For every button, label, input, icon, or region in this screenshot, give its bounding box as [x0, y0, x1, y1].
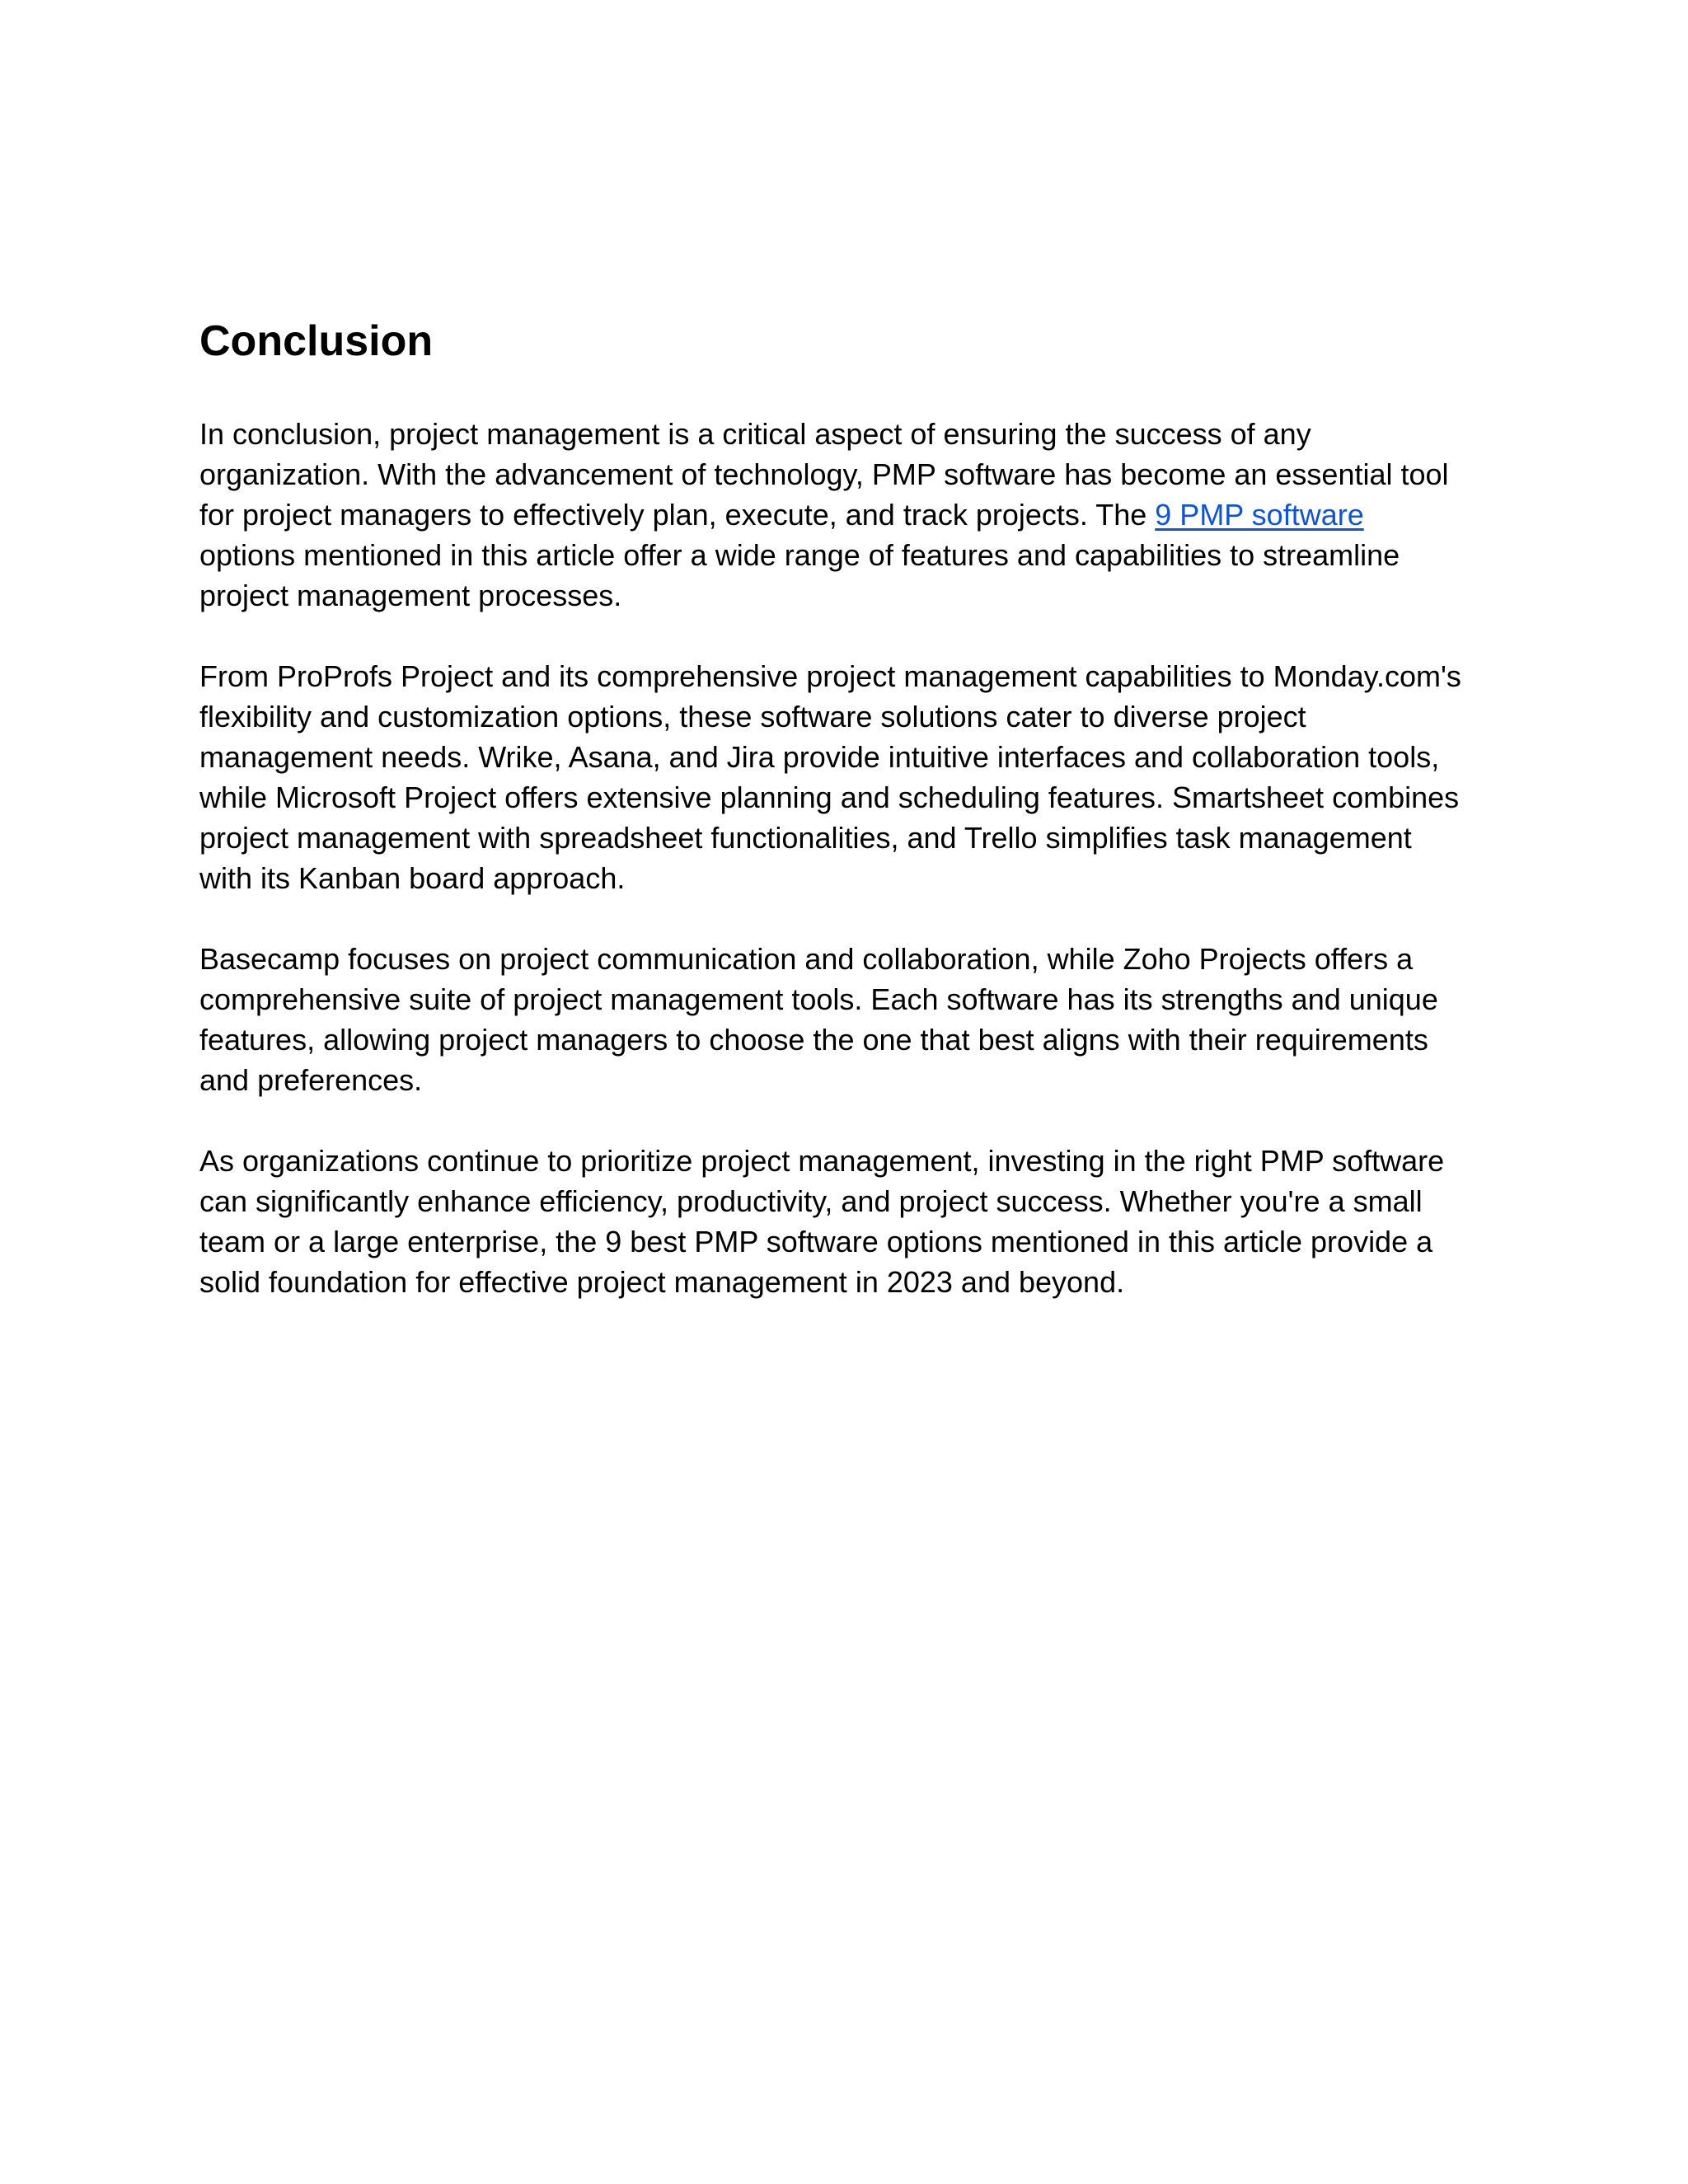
paragraph-2: [199, 656, 1518, 898]
section-heading: Conclusion: [199, 317, 434, 365]
text-line: solid foundation for effective project management in 2023 and beyond.: [199, 1265, 1125, 1299]
text-line: project management processes.: [199, 579, 622, 612]
text-line: while Microsoft Project offers extensive planning and scheduling features. Smartsheet combines: [199, 780, 1460, 814]
paragraph-1: [199, 414, 1518, 616]
document-body: [199, 414, 1518, 1302]
text-line: From ProProfs Project and its comprehensive project management capabilities to Monday.com's: [199, 659, 1461, 693]
text-line: options mentioned in this article offer a wide range of features and capabilities to streamline: [199, 538, 1400, 572]
document-page: [199, 315, 1518, 1343]
text-line: features, allowing project managers to choose the one that best aligns with their requirements: [199, 1023, 1428, 1057]
paragraph-3: [199, 939, 1518, 1100]
text-line: with its Kanban board approach.: [199, 861, 626, 895]
text-segment: for project managers to effectively plan, execute, and track projects. The: [199, 498, 1156, 532]
text-line: management needs. Wrike, Asana, and Jira provide intuitive interfaces and collaboration tools,: [199, 740, 1440, 774]
text-line: As organizations continue to prioritize project management, investing in the right PMP software: [199, 1144, 1445, 1178]
text-line: can significantly enhance efficiency, productivity, and project success. Whether you're a small: [199, 1184, 1423, 1218]
text-line: In conclusion, project management is a critical aspect of ensuring the success of any: [199, 417, 1311, 451]
text-line: Basecamp focuses on project communication and collaboration, while Zoho Projects offers a: [199, 942, 1414, 976]
text-line: project management with spreadsheet functionalities, and Trello simplifies task management: [199, 821, 1412, 855]
text-line-with-link: [199, 494, 1518, 535]
text-line: and preferences.: [199, 1063, 423, 1097]
text-line: team or a large enterprise, the 9 best PMP software options mentioned in this article provide a: [199, 1225, 1433, 1258]
text-line: comprehensive suite of project management tools. Each software has its strengths and unique: [199, 982, 1438, 1016]
text-line: flexibility and customization options, these software solutions cater to diverse project: [199, 700, 1306, 733]
paragraph-4: [199, 1141, 1518, 1302]
text-line: organization. With the advancement of technology, PMP software has become an essential tool: [199, 457, 1449, 491]
pmp-software-link[interactable]: 9 PMP software: [1155, 498, 1364, 532]
